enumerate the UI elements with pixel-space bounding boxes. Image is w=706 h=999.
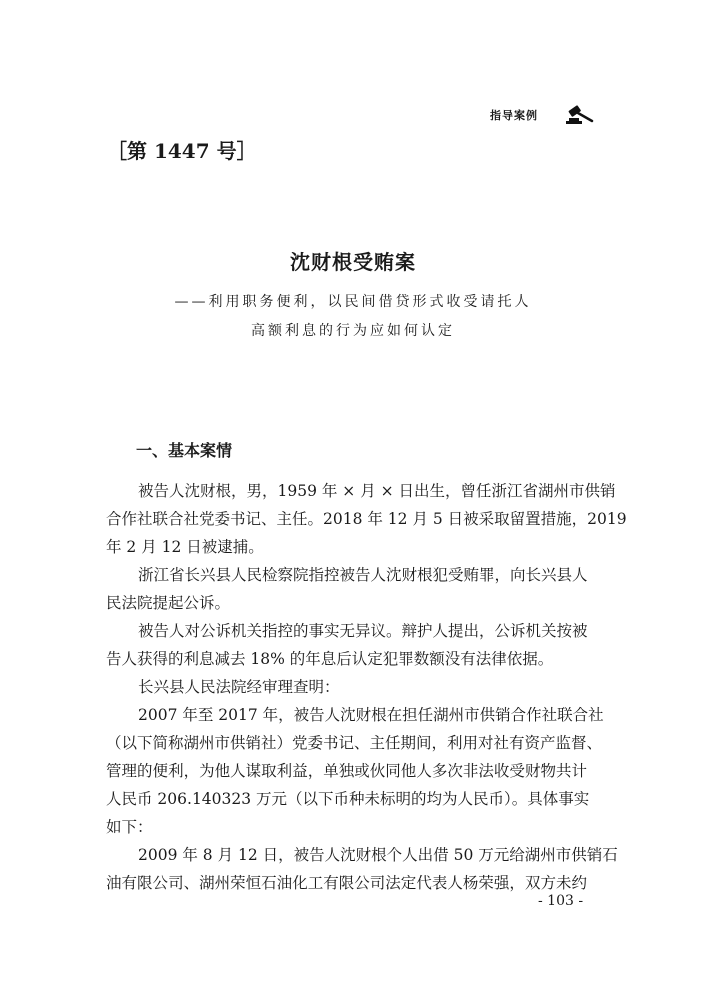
case-number: ［第 1447 号］ — [107, 139, 257, 163]
paragraph — [106, 617, 587, 673]
paragraph — [106, 561, 587, 617]
section-heading: 一、基本案情 — [136, 441, 233, 460]
text-line: 合作社联合社党委书记、主任。2018 年 12 月 5 日被采取留置措施，2019 — [106, 510, 627, 528]
page-number: - 103 - — [538, 893, 584, 909]
text-line: 长兴县人民法院经审理查明： — [138, 678, 340, 696]
text-line: 被告人对公诉机关指控的事实无异议。辩护人提出，公诉机关按被 — [138, 622, 588, 640]
running-head: 指导案例 — [490, 109, 538, 122]
text-line: 被告人沈财根，男，1959 年 × 月 × 日出生，曾任浙江省湖州市供销 — [138, 482, 616, 500]
gavel-icon — [564, 104, 594, 126]
paragraph — [106, 841, 618, 897]
text-line: 管理的便利，为他人谋取利益，单独或伙同他人多次非法收受财物共计 — [106, 762, 587, 780]
text-line: 如下： — [106, 818, 153, 836]
paragraph — [106, 477, 627, 561]
text-line: 浙江省长兴县人民检察院指控被告人沈财根犯受贿罪，向长兴县人 — [138, 566, 588, 584]
text-line: 2007 年至 2017 年，被告人沈财根在担任湖州市供销合作社联合社 — [138, 706, 604, 724]
subtitle-line-2: 高额利息的行为应如何认定 — [251, 323, 455, 339]
text-line: 人民币 206.140323 万元（以下币种未标明的均为人民币）。具体事实 — [106, 790, 590, 808]
text-line: 2009 年 8 月 12 日，被告人沈财根个人出借 50 万元给湖州市供销石 — [138, 846, 618, 864]
text-line: 油有限公司、湖州荣恒石油化工有限公司法定代表人杨荣强，双方未约 — [106, 874, 587, 892]
text-line: 年 2 月 12 日被逮捕。 — [106, 538, 264, 556]
paragraph — [106, 673, 587, 701]
case-title: 沈财根受贿案 — [290, 250, 416, 274]
text-line: （以下简称湖州市供销社）党委书记、主任期间，利用对社有资产监督、 — [106, 734, 603, 752]
text-line: 民法院提起公诉。 — [106, 594, 231, 612]
subtitle-line-1: ——利用职务便利，以民间借贷形式收受请托人 — [174, 294, 532, 310]
body-text — [106, 477, 627, 897]
paragraph — [106, 701, 604, 841]
text-line: 告人获得的利息减去 18% 的年息后认定犯罪数额没有法律依据。 — [106, 650, 554, 668]
